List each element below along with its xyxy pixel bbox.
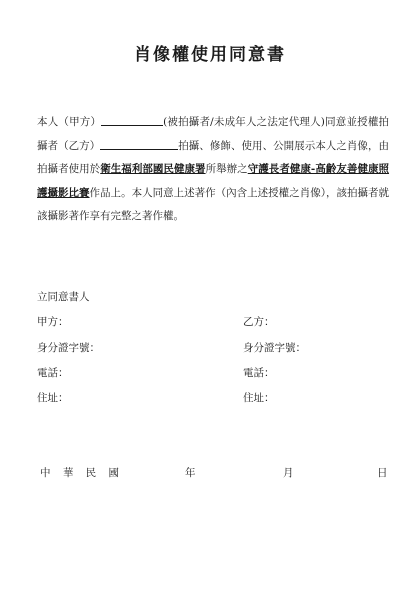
party-a-address-label: 住址： — [37, 392, 69, 404]
connector-text: 所舉辦之 — [205, 163, 248, 175]
party-a-intro: 本人（甲方） — [37, 116, 102, 128]
party-b-blank — [100, 138, 178, 150]
document-title: 肖像權使用同意書 — [134, 45, 286, 65]
consent-paragraph — [37, 111, 389, 229]
organization-name: 衛生福利部國民健康署 — [100, 163, 206, 175]
date-day-label: 日 — [377, 467, 388, 479]
party-a-id-label: 身分證字號： — [37, 342, 100, 354]
party-a-blank — [101, 114, 163, 126]
event-name: 守護長者健康-高齡友善健康照護攝影比賽 — [37, 163, 390, 199]
party-b-id-label: 身分證字號： — [243, 342, 306, 354]
party-a-phone-label: 電話： — [37, 367, 69, 379]
closing-text: 作品上。本人同意上述著作（內含上述授權之肖像），該拍攝者就該攝影著作享有完整之著作權。 — [37, 186, 390, 222]
party-a-note: (被拍攝者/未成年人之法定代理人)同意並授權拍攝者（乙方） — [37, 116, 390, 152]
date-year-label: 年 — [185, 467, 196, 479]
party-b-address-label: 住址： — [243, 392, 275, 404]
party-b-label: 乙方： — [243, 316, 275, 328]
usage-text: 拍攝、修飾、使用、公開展示本人之肖像，由拍攝者使用於 — [37, 139, 390, 175]
date-roc-label: 中 華 民 國 — [40, 467, 120, 479]
signers-heading: 立同意書人 — [37, 291, 90, 303]
date-month-label: 月 — [283, 467, 294, 479]
party-b-phone-label: 電話： — [243, 367, 275, 379]
party-a-label: 甲方： — [37, 316, 69, 328]
